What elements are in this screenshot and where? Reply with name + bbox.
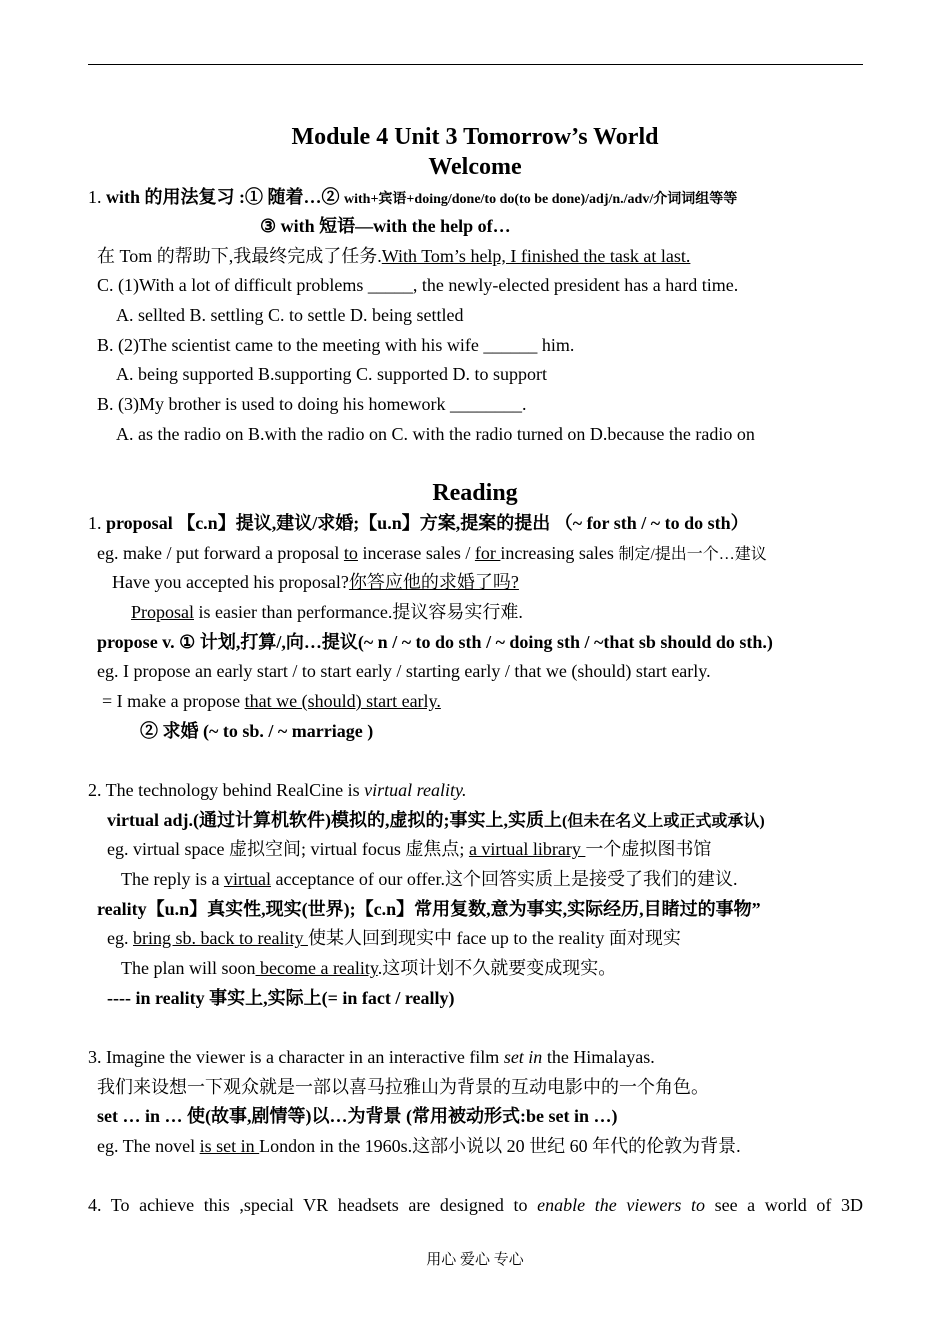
section-title-reading: Reading: [432, 480, 518, 506]
example-sentence: [97, 245, 690, 267]
sentence-text: 2. The technology behind RealCine is: [88, 780, 365, 800]
set-in-example: [97, 1135, 741, 1157]
sentence-text: 3. Imagine the viewer is a character in an interactive film: [88, 1047, 504, 1067]
example-en: With Tom’s help, I finished the task at last.: [381, 246, 691, 266]
example-underlined-for: for: [474, 543, 501, 563]
welcome-item-1-line2: ③ with 短语—with the help of…: [260, 216, 511, 236]
page-title: Module 4 Unit 3 Tomorrow’s World: [291, 124, 659, 150]
question-1: C. (1)With a lot of difficult problems _____, the newly-elected president has a hard time.: [97, 275, 739, 295]
question-en: Have you accepted his proposal?: [112, 572, 349, 592]
item-number: 1.: [88, 513, 102, 533]
section-title-welcome: Welcome: [428, 154, 522, 180]
virtual-definition: [107, 809, 765, 833]
example-text: eg. virtual space 虚拟空间; virtual focus 虚焦点;: [107, 839, 469, 859]
reading-item-3: [88, 1046, 655, 1068]
example-text: 使某人回到现实中 face up to the reality 面对现实: [307, 928, 681, 948]
question-cn: 你答应他的求婚了吗?: [348, 572, 519, 592]
item-number: 1.: [88, 187, 102, 207]
example-underlined: bring sb. back to reality: [133, 928, 308, 948]
question-2: B. (2)The scientist came to the meeting with his wife ______ him.: [97, 335, 575, 355]
sentence-italic: virtual reality.: [364, 780, 467, 800]
reality-example: [107, 927, 681, 949]
question-1-options: A. sellted B. settling C. to settle D. being settled: [116, 305, 464, 325]
question-2-options: A. being supported B.supporting C. supported D. to support: [116, 364, 547, 384]
sentence-text: The plan will soon: [121, 958, 256, 978]
reality-phrase: ---- in reality 事实上,实际上(= in fact / really): [107, 988, 455, 1008]
propose-verb-definition: propose v. ① 计划,打算/,向…提议(~ n / ~ to do sth / ~ doing sth / ~that sb should do sth.): [97, 632, 773, 652]
sentence-italic: set in: [503, 1047, 543, 1067]
example-text: eg.: [107, 928, 133, 948]
propose-example: eg. I propose an early start / to start early / starting early / that we (should) start early.: [97, 661, 711, 681]
proposal-question: [112, 571, 519, 593]
sentence-underlined: virtual: [223, 869, 271, 889]
example-underlined: a virtual library: [468, 839, 586, 859]
example-text: incerase sales /: [357, 543, 475, 563]
example-text: eg. make / put forward a proposal: [97, 543, 344, 563]
sentence-text: 4. To achieve this ,special VR headsets are designed to: [88, 1195, 538, 1215]
sentence-text: see a world of 3D: [704, 1195, 863, 1215]
definition-text: virtual adj.(通过计算机软件)模拟的,虚拟的;事实上,实质上: [107, 810, 562, 830]
question-3: B. (3)My brother is used to doing his homework ________.: [97, 394, 527, 414]
sentence-text: acceptance of our offer.这个回答实质上是接受了我们的建议.: [270, 869, 738, 889]
proposal-saying: [131, 601, 523, 623]
reading-item-4: [88, 1194, 863, 1216]
equivalent-underlined: that we (should) start early.: [244, 691, 441, 711]
example-cn: 一个虚拟图书馆: [585, 839, 712, 859]
reading-item-1-heading: [88, 512, 749, 534]
sentence-italic: enable the viewers to: [537, 1195, 705, 1215]
example-cn: 制定/提出一个…建议: [618, 546, 767, 563]
reading-item-2: [88, 779, 466, 801]
example-text: London in the 1960s.这部小说以 20 世纪 60 年代的伦敦为背景.: [259, 1136, 741, 1156]
propose-equivalent: [102, 690, 441, 712]
question-3-options: A. as the radio on B.with the radio on C. with the radio turned on D.because the radio on: [116, 424, 755, 444]
item-heading: with 的用法复习 :① 随着…②: [106, 187, 344, 207]
equivalent-text: = I make a propose: [102, 691, 245, 711]
sentence-text: The reply is a: [121, 869, 224, 889]
item-3-translation: 我们来设想一下观众就是一部以喜马拉雅山为背景的互动电影中的一个角色。: [97, 1077, 709, 1097]
example-text: increasing sales: [500, 543, 619, 563]
proposal-example: [97, 542, 767, 566]
header-rule: [88, 64, 863, 65]
example-underlined-to: to: [343, 543, 358, 563]
virtual-sentence: [121, 868, 738, 890]
saying-text: is easier than performance.提议容易实行难.: [194, 602, 523, 622]
page-footer: 用心 爱心 专心: [426, 1252, 524, 1268]
example-cn: 在 Tom 的帮助下,我最终完成了任务.: [97, 246, 382, 266]
welcome-item-1: [88, 186, 737, 211]
example-underlined: is set in: [199, 1136, 260, 1156]
proposal-definition: proposal 【c.n】提议,建议/求婚;【u.n】方案,提案的提出 （~ for sth / ~ to do sth）: [106, 513, 749, 533]
propose-meaning-2: ② 求婚 (~ to sb. / ~ marriage ): [140, 721, 374, 741]
virtual-example: [107, 838, 711, 860]
example-text: eg. The novel: [97, 1136, 200, 1156]
sentence-underlined: become a reality: [255, 958, 378, 978]
sentence-text: .这项计划不久就要变成现实。: [377, 958, 617, 978]
set-in-definition: set … in … 使(故事,剧情等)以…为背景 (常用被动形式:be set in …): [97, 1106, 618, 1126]
item-heading-small: with+宾语+doing/done/to do(to be done)/adj/n./adv/介词词组等等: [344, 192, 738, 207]
saying-underlined: Proposal: [131, 602, 194, 622]
reality-definition: reality【u.n】真实性,现实(世界);【c.n】常用复数,意为事实,实际经历,目睹过的事物”: [97, 899, 761, 919]
definition-note: (但未在名义上或正式或承认): [561, 813, 765, 830]
reality-sentence: [121, 957, 616, 979]
sentence-text: the Himalayas.: [542, 1047, 655, 1067]
